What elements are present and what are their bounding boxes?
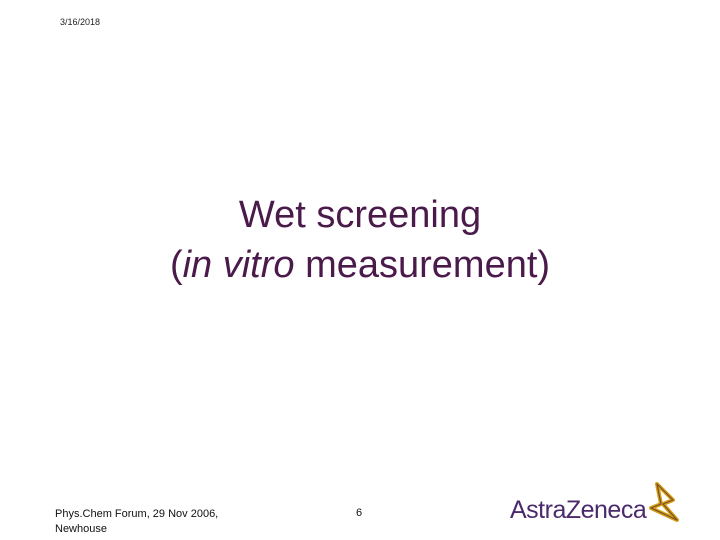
footer-line-2: Newhouse — [55, 523, 107, 535]
astrazeneca-logo — [510, 478, 680, 528]
title-line-2 — [60, 240, 660, 290]
title-open-paren: ( — [169, 244, 183, 286]
slide-date: 3/16/2018 — [60, 17, 101, 27]
slide-title — [60, 190, 660, 290]
title-rest-text: measurement) — [294, 244, 551, 286]
logo-text: AstraZeneca — [510, 496, 647, 524]
page-number: 6 — [356, 507, 363, 519]
footer-text — [55, 507, 218, 537]
title-line-1: Wet screening — [238, 194, 482, 236]
footer-line-1: Phys.Chem Forum, 29 Nov 2006, — [55, 508, 219, 520]
astrazeneca-logo-icon — [643, 478, 683, 526]
title-italic-text: in vitro — [182, 244, 295, 286]
